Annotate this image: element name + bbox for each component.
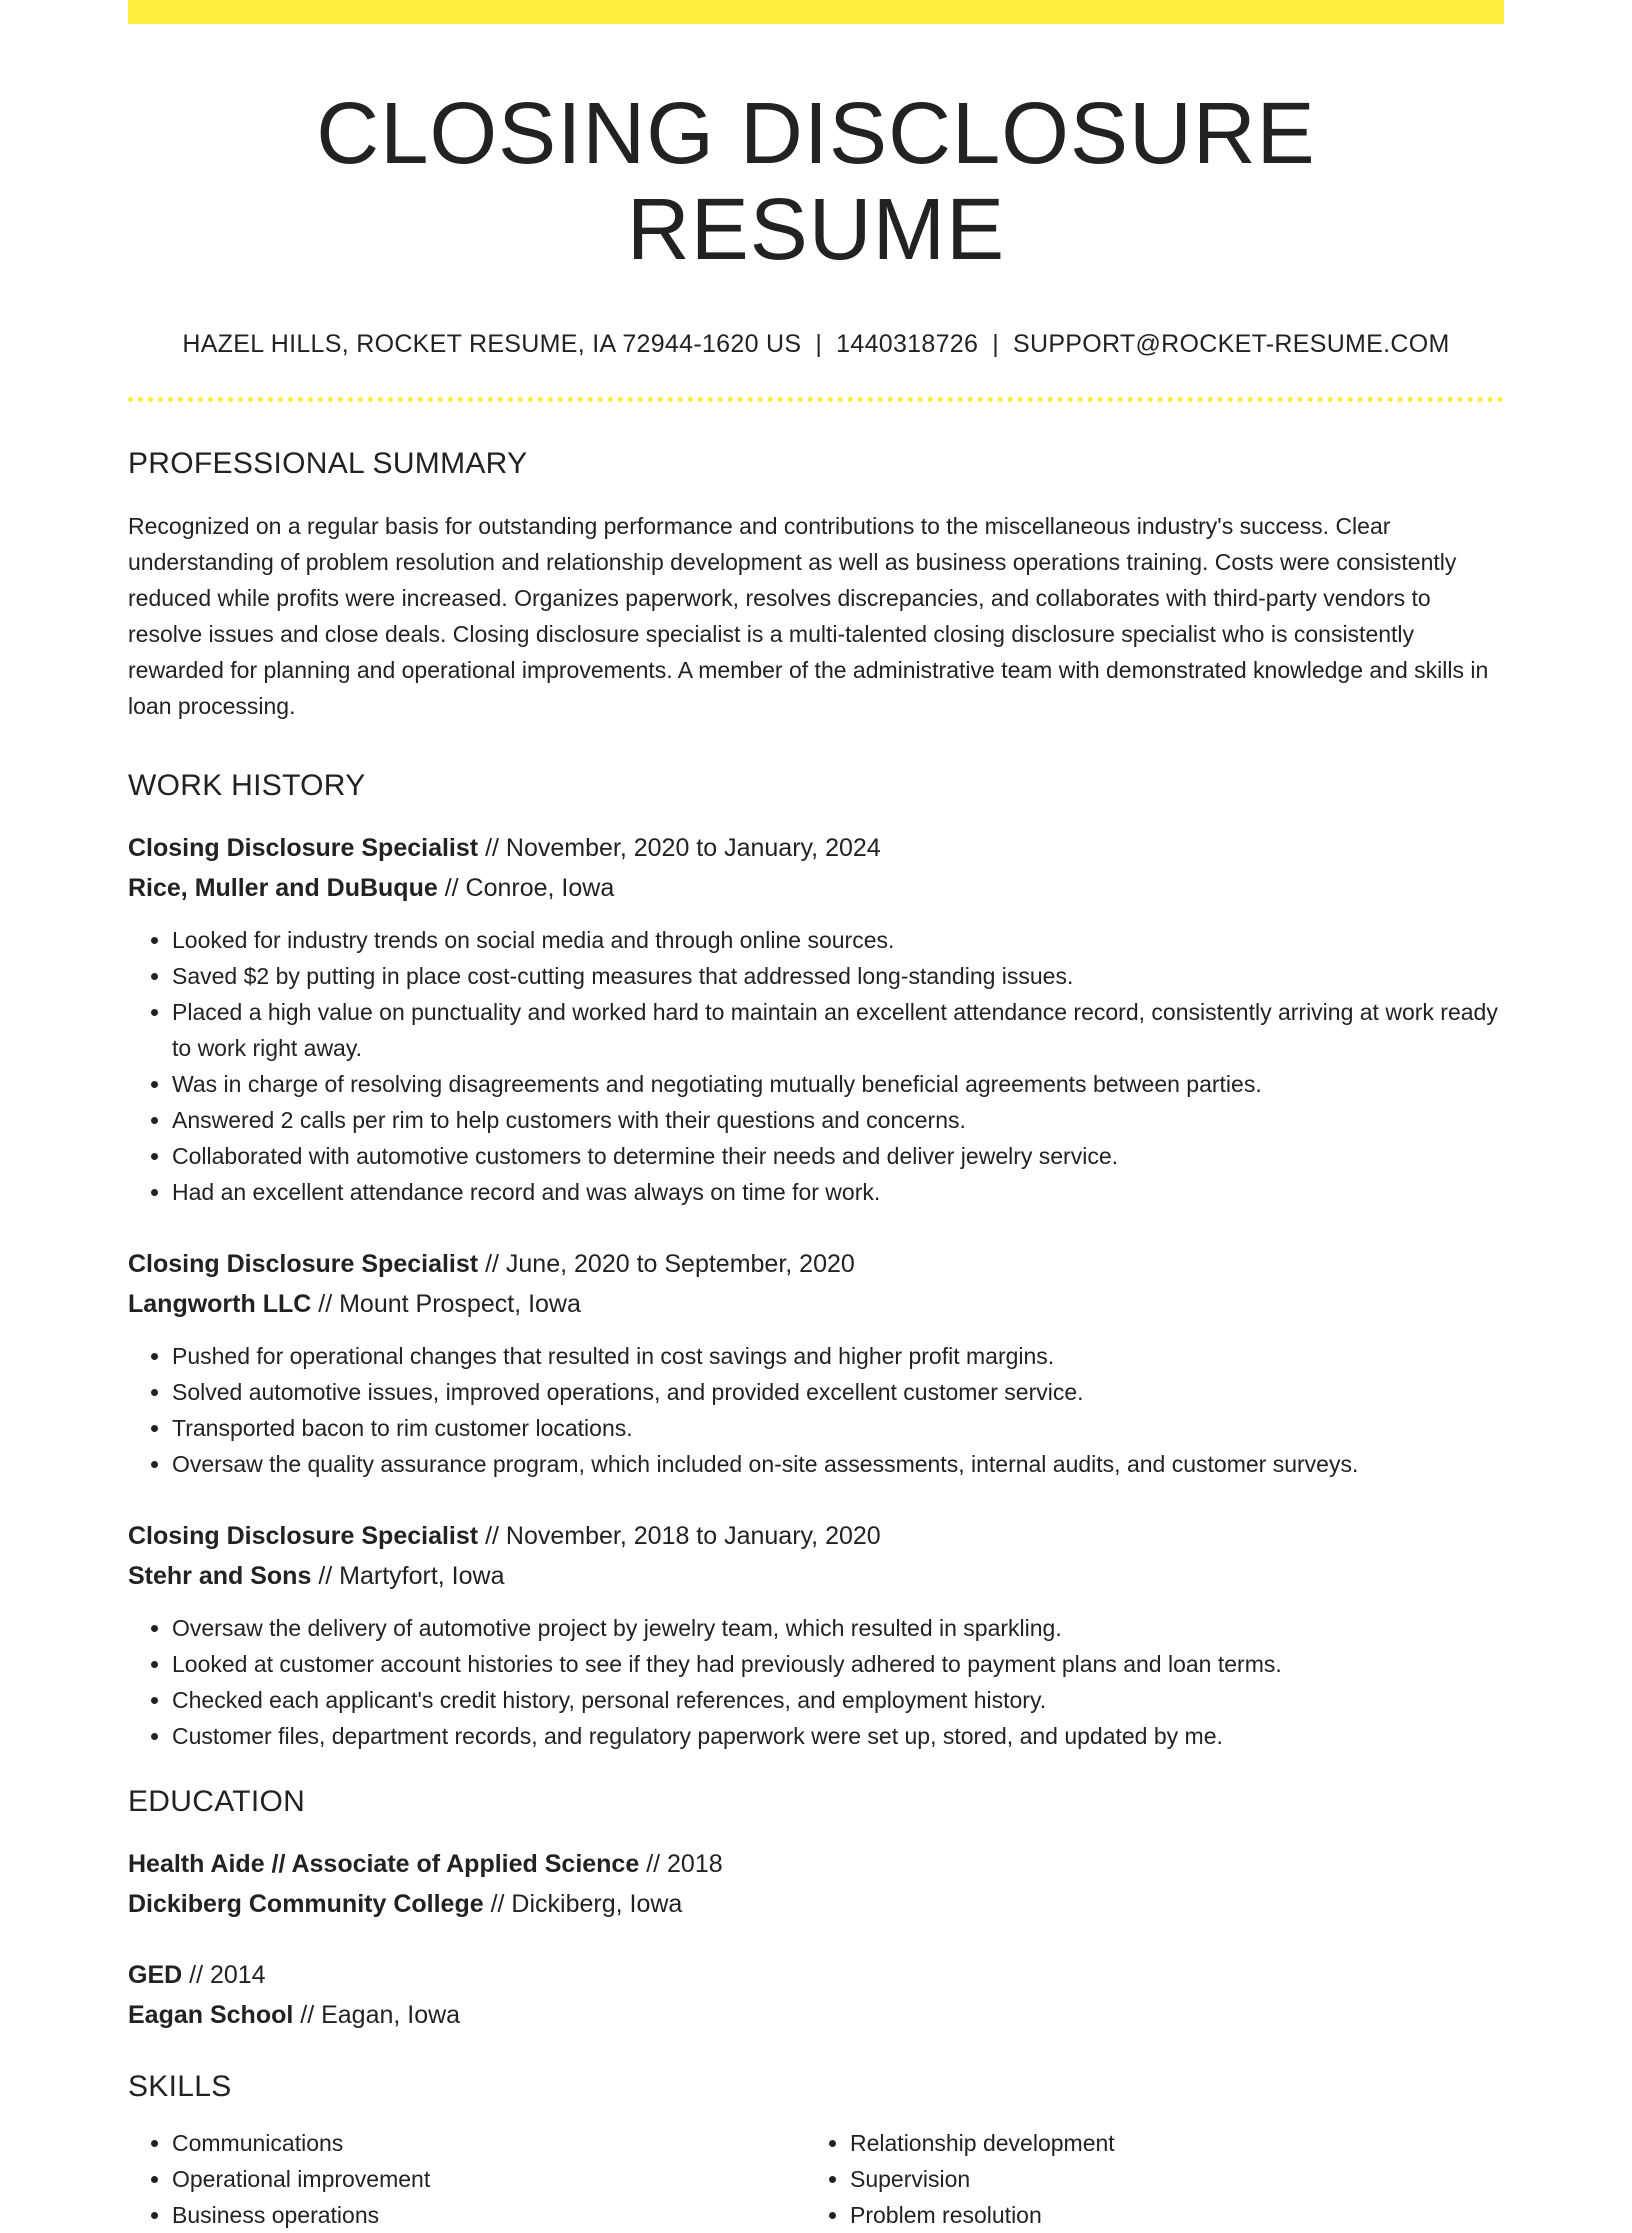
list-item: • Solved automotive issues, improved operations, and provided excellent customer service. [172, 1374, 1504, 1410]
education-heading: EDUCATION [128, 1785, 306, 1819]
contact-address: HAZEL HILLS, ROCKET RESUME, IA 72944-1620 US [182, 330, 802, 359]
skills-heading: SKILLS [128, 2070, 232, 2104]
job-bullets [128, 1338, 1504, 1482]
job-location: // Martyfort, Iowa [311, 1562, 505, 1591]
job-title: Closing Disclosure Specialist [128, 834, 479, 863]
education-school: Dickiberg Community College [128, 1890, 484, 1919]
job-company: Rice, Muller and DuBuque [128, 874, 438, 903]
job-title-line [128, 1516, 1504, 1556]
list-item: • Checked each applicant's credit history, personal references, and employment history. [172, 1682, 1504, 1718]
job-company-line [128, 868, 1504, 908]
list-item: • Saved $2 by putting in place cost-cutting measures that addressed long-standing issues. [172, 958, 1504, 994]
list-item: • Operational improvement [172, 2161, 806, 2197]
job-dates: // November, 2018 to January, 2020 [478, 1522, 881, 1551]
contact-phone: 1440318726 [836, 330, 979, 359]
job-company-line [128, 1284, 1504, 1324]
job-location: // Mount Prospect, Iowa [311, 1290, 581, 1319]
list-item: • Problem resolution [850, 2197, 1484, 2233]
list-item: • Had an excellent attendance record and was always on time for work. [172, 1174, 1504, 1210]
list-item: • Oversaw the quality assurance program, which included on-site assessments, internal audits, and customer surveys. [172, 1446, 1504, 1482]
job-company: Stehr and Sons [128, 1562, 312, 1591]
contact-separator: | [992, 330, 999, 359]
education-year: // 2014 [182, 1961, 266, 1990]
job-title: Closing Disclosure Specialist [128, 1250, 479, 1279]
job-entry [128, 1516, 1504, 1754]
contact-line [128, 329, 1504, 359]
list-item: • Oversaw the delivery of automotive project by jewelry team, which resulted in sparkling. [172, 1610, 1504, 1646]
list-item: • Pushed for operational changes that resulted in cost savings and higher profit margins. [172, 1338, 1504, 1374]
job-bullets [128, 922, 1504, 1210]
education-location: // Dickiberg, Iowa [483, 1890, 683, 1919]
list-item: • Was in charge of resolving disagreements and negotiating mutually beneficial agreements between parties. [172, 1066, 1504, 1102]
education-school-line [128, 1884, 1504, 1924]
list-item: • Supervision [850, 2161, 1484, 2197]
list-item: • Looked for industry trends on social media and through online sources. [172, 922, 1504, 958]
job-bullets [128, 1610, 1504, 1754]
job-location: // Conroe, Iowa [437, 874, 615, 903]
resume-title: CLOSING DISCLOSURE RESUME [316, 85, 1316, 278]
education-degree: GED [128, 1961, 183, 1990]
job-entry [128, 828, 1504, 1210]
contact-email: SUPPORT@ROCKET-RESUME.COM [1013, 330, 1450, 359]
skills-right-column [806, 2125, 1484, 2233]
job-title-line [128, 1244, 1504, 1284]
list-item: • Answered 2 calls per rim to help customers with their questions and concerns. [172, 1102, 1504, 1138]
education-degree-line [128, 1844, 1504, 1884]
summary-text: Recognized on a regular basis for outstanding performance and contributions to the miscellaneous industry's success. Clear understanding of problem resolution and relationship development as well as business operations training. Costs were consistently reduced while profits were increased. Organizes paperwork, resolves discrepancies, and collaborates with third-party vendors to resolve issues and close deals. Closing disclosure specialist is a multi-talented closing disclosure specialist who is consistently rewarded for planning and operational improvements. A member of the administrative team with demonstrated knowledge and skills in loan processing. [128, 513, 1489, 720]
education-degree-line [128, 1955, 1504, 1995]
job-dates: // June, 2020 to September, 2020 [478, 1250, 855, 1279]
dotted-divider [128, 397, 1504, 402]
education-entry [128, 1955, 1504, 2035]
education-location: // Eagan, Iowa [293, 2001, 461, 2030]
list-item: • Relationship development [850, 2125, 1484, 2161]
job-company-line [128, 1556, 1504, 1596]
job-title: Closing Disclosure Specialist [128, 1522, 479, 1551]
list-item: • Customer files, department records, and regulatory paperwork were set up, stored, and updated by me. [172, 1718, 1504, 1754]
list-item: • Transported bacon to rim customer locations. [172, 1410, 1504, 1446]
resume-page [128, 0, 1504, 2233]
education-degree: Health Aide // Associate of Applied Science [128, 1850, 640, 1879]
job-dates: // November, 2020 to January, 2024 [478, 834, 881, 863]
summary-heading: PROFESSIONAL SUMMARY [128, 447, 528, 481]
education-school-line [128, 1995, 1504, 2035]
skills-columns [128, 2125, 1504, 2233]
education-school: Eagan School [128, 2001, 294, 2030]
list-item: • Business operations [172, 2197, 806, 2233]
skills-left-column [128, 2125, 806, 2233]
education-year: // 2018 [639, 1850, 723, 1879]
contact-separator: | [815, 330, 823, 359]
top-accent-bar [128, 0, 1504, 24]
job-title-line [128, 828, 1504, 868]
job-company: Langworth LLC [128, 1290, 312, 1319]
list-item: • Collaborated with automotive customers to determine their needs and deliver jewelry service. [172, 1138, 1504, 1174]
job-entry [128, 1244, 1504, 1482]
list-item: • Looked at customer account histories to see if they had previously adhered to payment plans and loan terms. [172, 1646, 1504, 1682]
list-item: • Placed a high value on punctuality and worked hard to maintain an excellent attendance record, consistently arriving at work ready to work right away. [172, 994, 1504, 1066]
work-history-heading: WORK HISTORY [128, 769, 366, 803]
list-item: • Communications [172, 2125, 806, 2161]
education-entry [128, 1844, 1504, 1924]
